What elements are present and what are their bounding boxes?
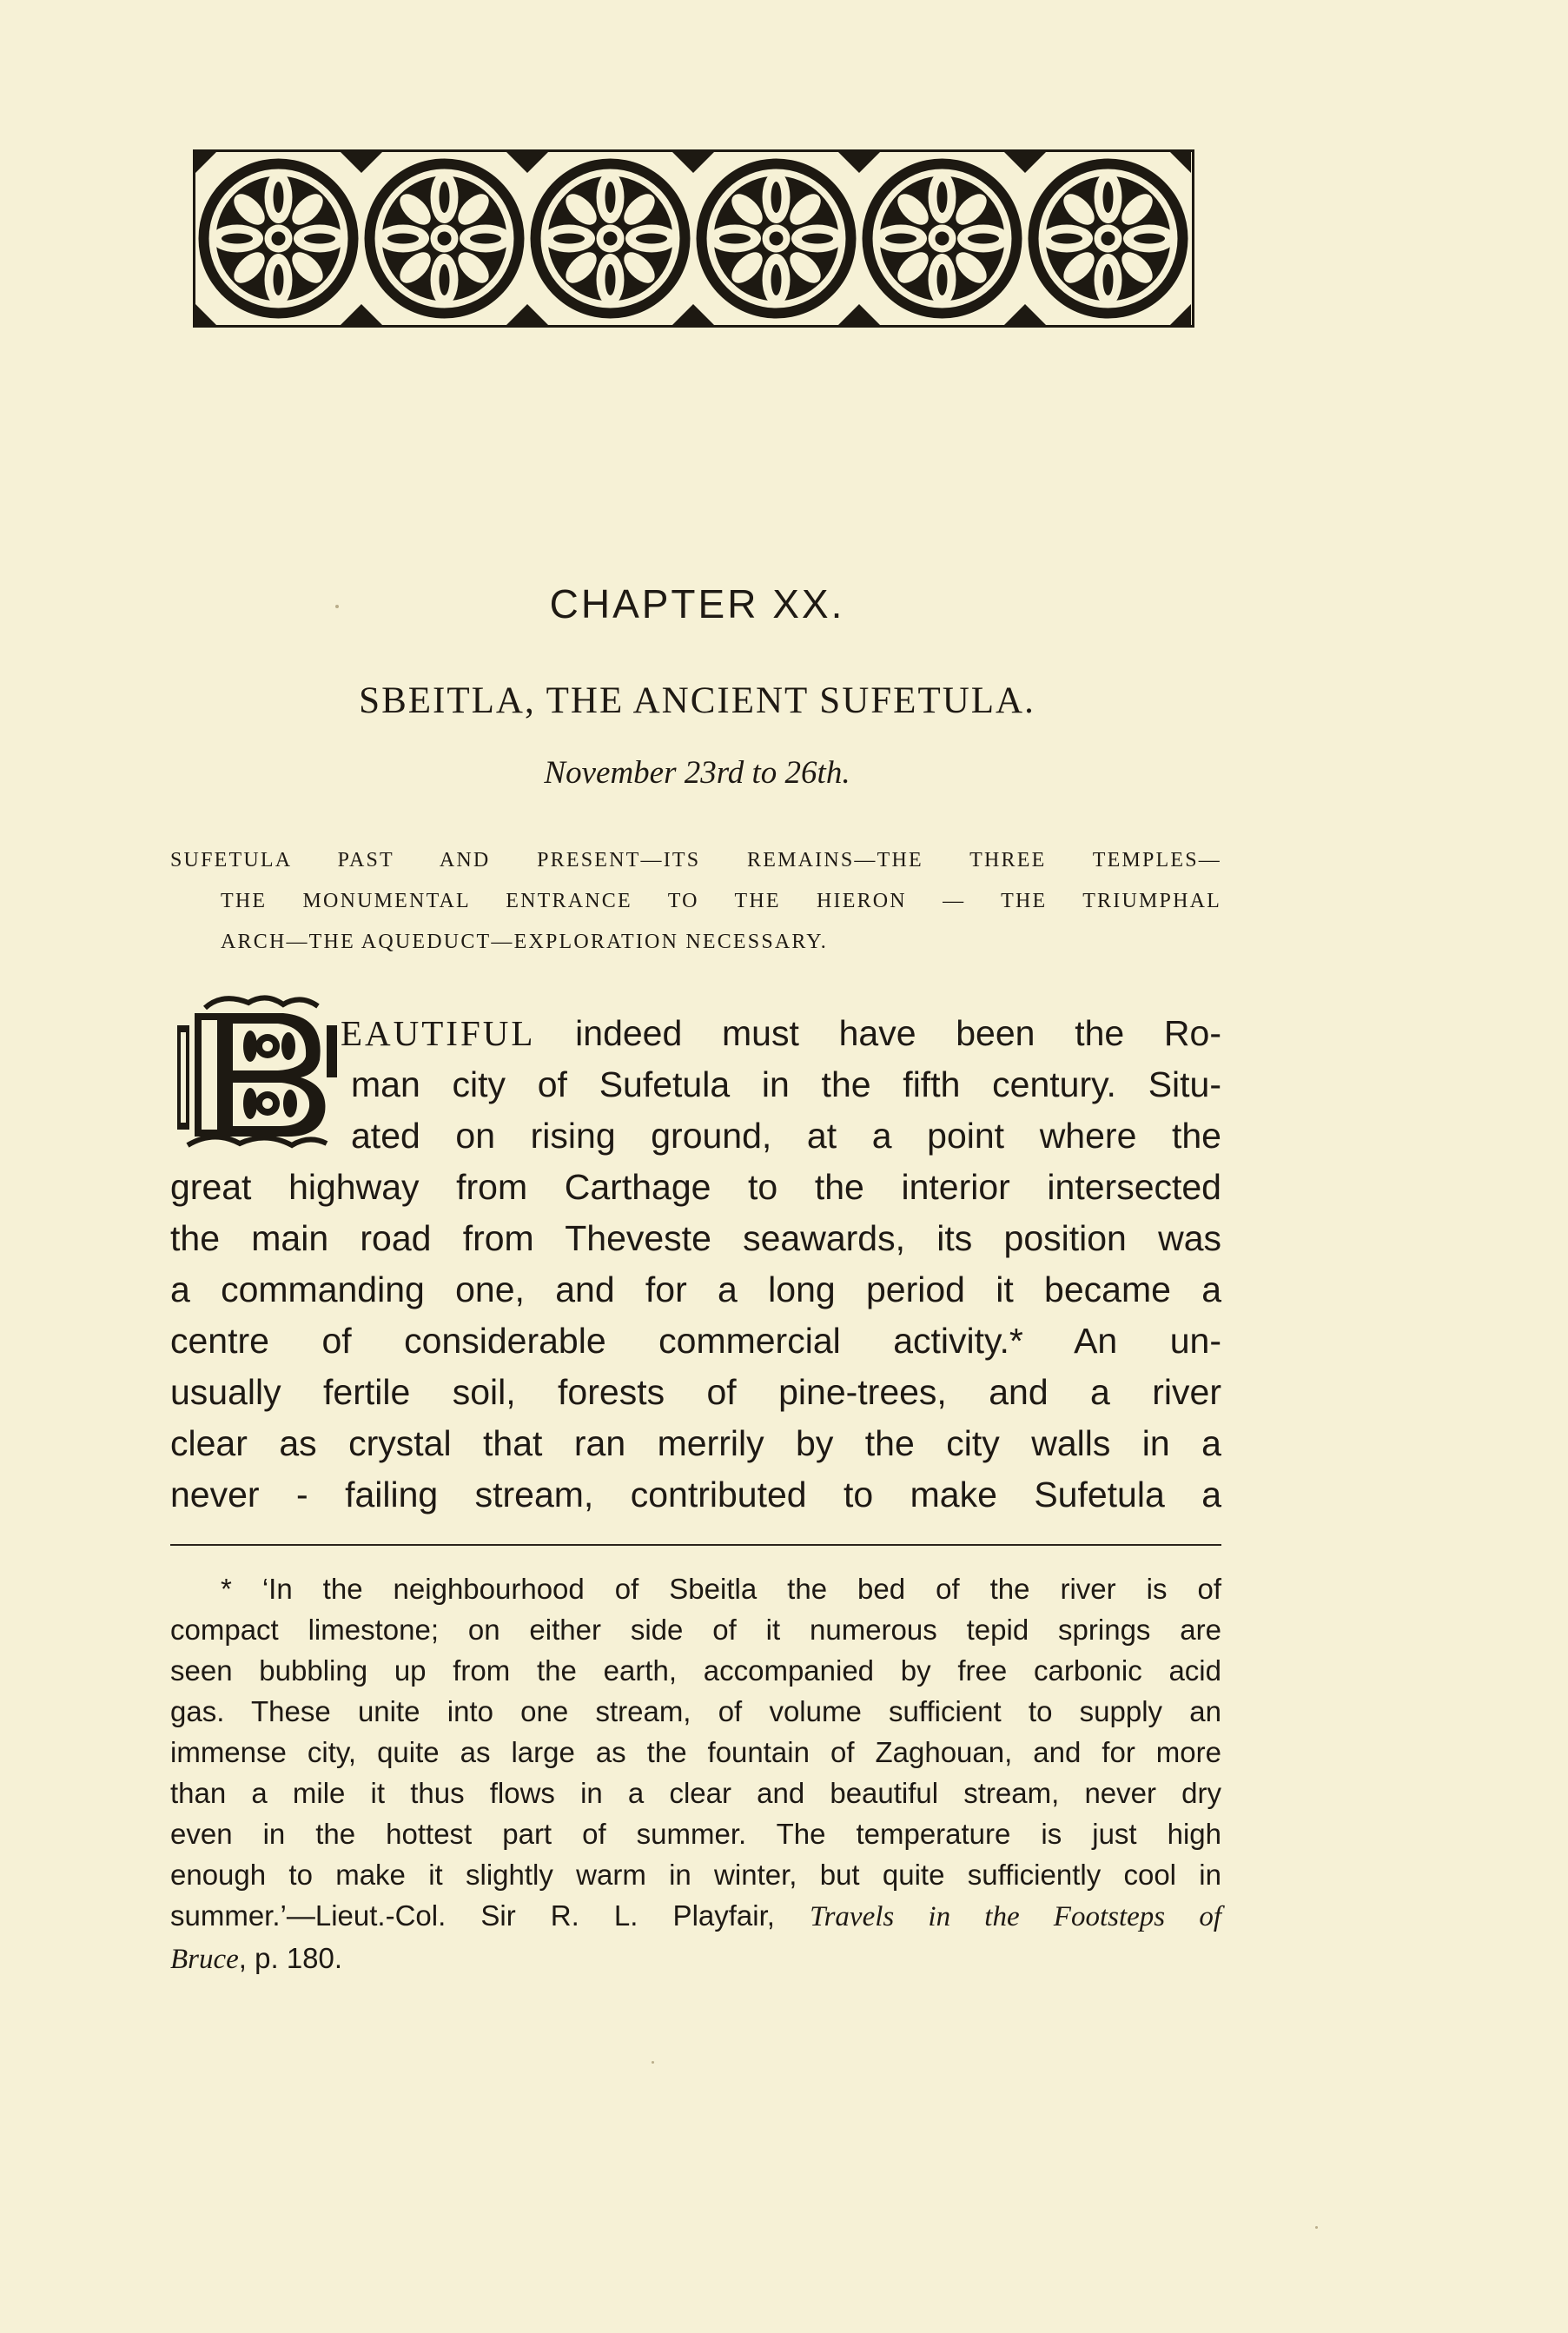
body-line: never - failing stream, contributed to make Sufetula a — [170, 1475, 1221, 1514]
footnote — [170, 1568, 1221, 1980]
body-line — [170, 1008, 1221, 1059]
first-word: EAUTIFUL — [341, 1013, 536, 1053]
footnote-rule — [170, 1544, 1221, 1546]
body-line: usually fertile soil, forests of pine-trees, and a river — [170, 1372, 1221, 1412]
citation-prefix: summer.’—Lieut.-Col. Sir R. L. Playfair, — [170, 1899, 810, 1932]
chapter-summary — [170, 840, 1221, 963]
footnote-line: even in the hottest part of summer. The temperature is just high — [170, 1818, 1221, 1850]
footnote-line: immense city, quite as large as the fountain of Zaghouan, and for more — [170, 1736, 1221, 1768]
footnote-line: than a mile it thus flows in a clear and beautiful stream, never dry — [170, 1777, 1221, 1809]
footnote-line: * ‘In the neighbourhood of Sbeitla the bed of the river is of — [221, 1573, 1221, 1605]
paper-speck — [652, 2061, 654, 2064]
footnote-citation-line — [170, 1938, 1221, 1980]
summary-line: SUFETULA PAST AND PRESENT—ITS REMAINS—THE THREE TEMPLES— — [170, 849, 1221, 872]
footnote-line: compact limestone; on either side of it numerous tepid springs are — [170, 1614, 1221, 1646]
summary-line: ARCH—THE AQUEDUCT—EXPLORATION NECESSARY. — [221, 931, 828, 953]
footnote-citation-line — [170, 1895, 1221, 1938]
chapter-subtitle: SBEITLA, THE ANCIENT SUFETULA. — [359, 680, 1035, 721]
citation-title: Travels in the Footsteps of — [810, 1901, 1221, 1932]
citation-title-cont: Bruce — [170, 1944, 239, 1975]
chapter-date: November 23rd to 26th. — [544, 755, 850, 791]
citation-suffix: , p. 180. — [238, 1942, 343, 1974]
chapter-title: CHAPTER XX. — [549, 581, 845, 626]
body-line: the main road from Theveste seawards, its position was — [170, 1218, 1221, 1258]
body-line: man city of Sufetula in the fifth century. Situ- — [351, 1064, 1221, 1104]
paper-speck — [335, 605, 339, 608]
footnote-line: gas. These unite into one stream, of volume sufficient to supply an — [170, 1695, 1221, 1727]
ornamental-headpiece — [193, 149, 1194, 328]
body-text — [170, 1008, 1221, 1521]
body-line: ated on rising ground, at a point where the — [351, 1116, 1221, 1156]
body-line: centre of considerable commercial activity.* An un- — [170, 1321, 1221, 1361]
footnote-line: enough to make it slightly warm in winter, but quite sufficiently cool in — [170, 1859, 1221, 1891]
paper-speck — [1315, 2226, 1318, 2229]
summary-line: THE MONUMENTAL ENTRANCE TO THE HIERON — THE TRIUMPHAL — [221, 890, 1221, 912]
first-line-rest: indeed must have been the Ro- — [535, 1013, 1221, 1053]
body-line: a commanding one, and for a long period it became a — [170, 1269, 1221, 1309]
footnote-line: seen bubbling up from the earth, accompanied by free carbonic acid — [170, 1654, 1221, 1687]
body-line: great highway from Carthage to the interior intersected — [170, 1167, 1221, 1207]
body-line: clear as crystal that ran merrily by the city walls in a — [170, 1423, 1221, 1463]
